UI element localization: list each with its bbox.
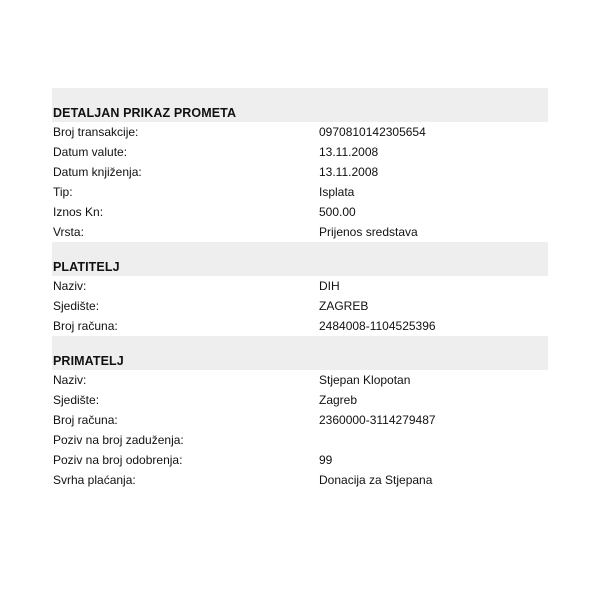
detail-row xyxy=(52,296,548,316)
detail-row xyxy=(52,410,548,430)
section-title: DETALJAN PRIKAZ PROMETA xyxy=(53,106,237,120)
transaction-detail-document xyxy=(52,88,548,490)
field-value: Stjepan Klopotan xyxy=(319,373,411,387)
field-label: Naziv: xyxy=(53,373,87,387)
detail-row xyxy=(52,390,548,410)
field-value: 2484008-1104525396 xyxy=(319,319,436,333)
field-value: Donacija za Stjepana xyxy=(319,473,433,487)
detail-row xyxy=(52,182,548,202)
field-value: 2360000-3114279487 xyxy=(319,413,436,427)
detail-row xyxy=(52,122,548,142)
section-header-payer xyxy=(52,242,548,276)
field-label: Broj računa: xyxy=(53,319,118,333)
detail-row xyxy=(52,276,548,296)
field-value: 99 xyxy=(319,453,333,467)
field-label: Svrha plaćanja: xyxy=(53,473,136,487)
field-value: Isplata xyxy=(319,185,355,199)
field-label: Poziv na broj zaduženja: xyxy=(53,433,184,447)
section-title: PLATITELJ xyxy=(53,260,120,274)
detail-row xyxy=(52,162,548,182)
field-label: Sjedište: xyxy=(53,393,100,407)
field-label: Datum valute: xyxy=(53,145,128,159)
field-label: Broj transakcije: xyxy=(53,125,139,139)
field-label: Tip: xyxy=(53,185,73,199)
section-header-transaction xyxy=(52,88,548,122)
field-label: Datum knjiženja: xyxy=(53,165,142,179)
section-header-payee xyxy=(52,336,548,370)
detail-row xyxy=(52,450,548,470)
field-label: Vrsta: xyxy=(53,225,84,239)
field-value: 13.11.2008 xyxy=(319,145,379,159)
detail-row xyxy=(52,222,548,242)
field-label: Iznos Kn: xyxy=(53,205,104,219)
section-title: PRIMATELJ xyxy=(53,354,124,368)
detail-row xyxy=(52,430,548,450)
field-value: Zagreb xyxy=(319,393,358,407)
detail-row xyxy=(52,470,548,490)
field-label: Naziv: xyxy=(53,279,87,293)
detail-row xyxy=(52,370,548,390)
field-value: DIH xyxy=(319,279,340,293)
field-label: Sjedište: xyxy=(53,299,100,313)
detail-row xyxy=(52,202,548,222)
field-label: Broj računa: xyxy=(53,413,118,427)
field-value: ZAGREB xyxy=(319,299,369,313)
field-label: Poziv na broj odobrenja: xyxy=(53,453,183,467)
field-value: 13.11.2008 xyxy=(319,165,379,179)
detail-row xyxy=(52,142,548,162)
field-value: Prijenos sredstava xyxy=(319,225,418,239)
field-value: 0970810142305654 xyxy=(319,125,426,139)
field-value: 500.00 xyxy=(319,205,356,219)
detail-row xyxy=(52,316,548,336)
